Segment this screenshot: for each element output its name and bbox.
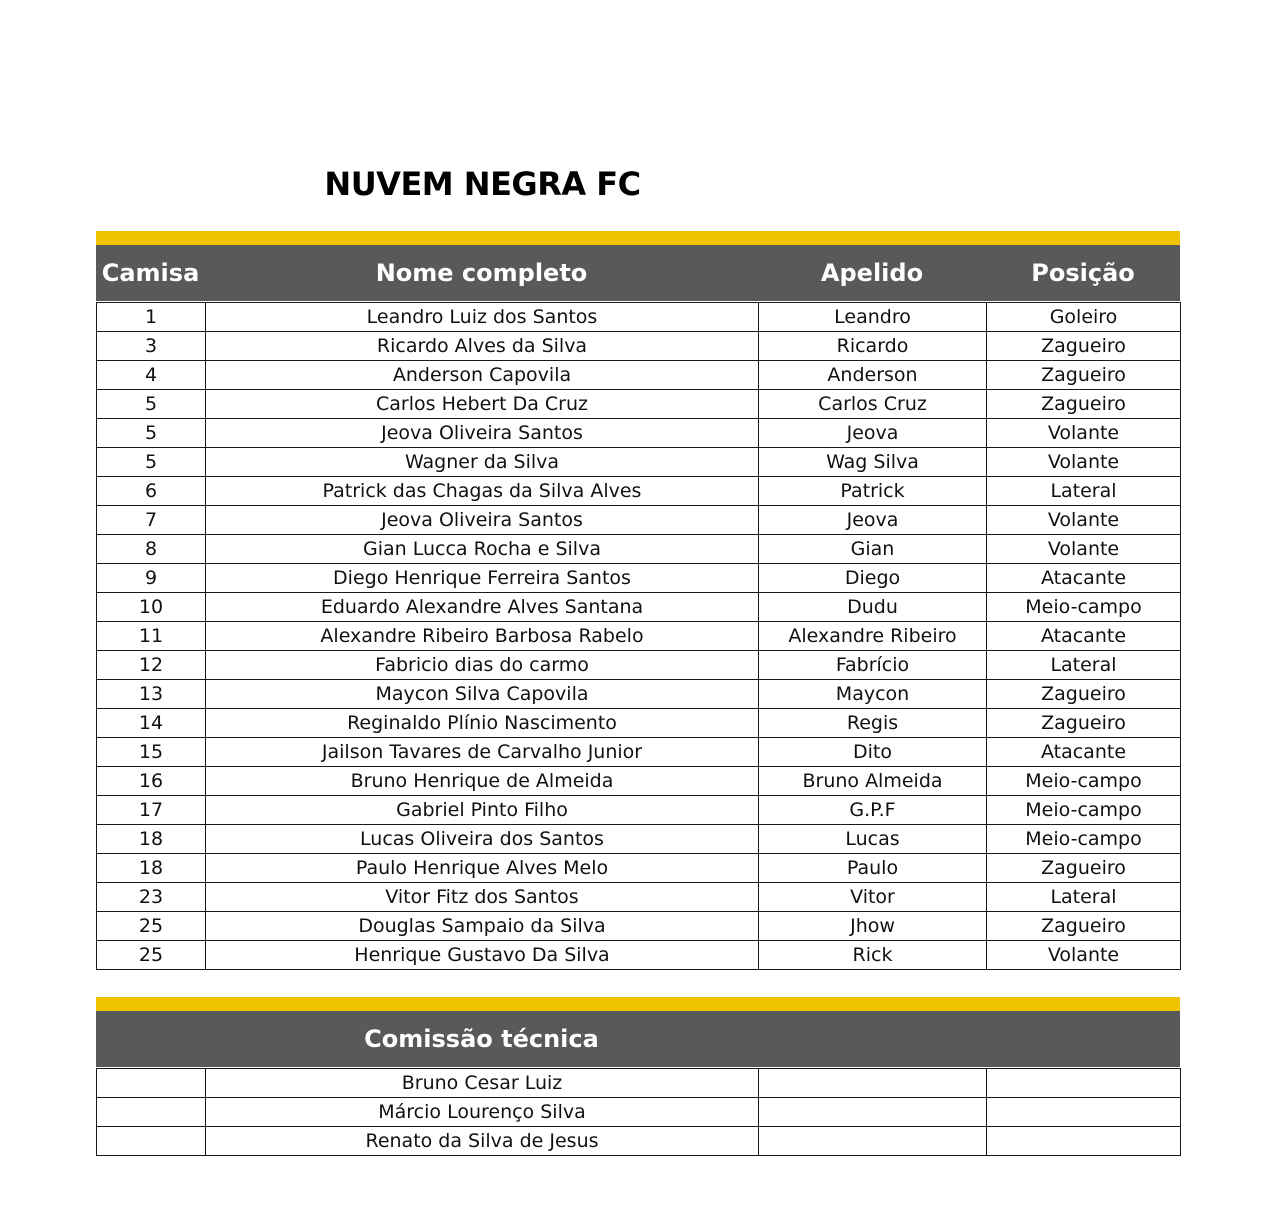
empty-cell	[759, 1127, 987, 1156]
table-row	[97, 303, 1181, 332]
posicao-cell: Meio-campo	[987, 767, 1181, 796]
table-row	[97, 419, 1181, 448]
posicao-cell: Volante	[987, 419, 1181, 448]
staff-accent-bar	[96, 997, 1180, 1011]
staff-row	[97, 1069, 1181, 1098]
table-row	[97, 709, 1181, 738]
posicao-cell: Zagueiro	[987, 912, 1181, 941]
apelido-cell: Ricardo	[759, 332, 987, 361]
camisa-cell: 10	[97, 593, 206, 622]
nome-completo-cell: Gian Lucca Rocha e Silva	[206, 535, 759, 564]
camisa-cell: 8	[97, 535, 206, 564]
empty-cell	[759, 1098, 987, 1127]
camisa-cell: 7	[97, 506, 206, 535]
nome-completo-cell: Diego Henrique Ferreira Santos	[206, 564, 759, 593]
table-row	[97, 796, 1181, 825]
nome-completo-cell: Alexandre Ribeiro Barbosa Rabelo	[206, 622, 759, 651]
posicao-cell: Zagueiro	[987, 680, 1181, 709]
staff-heading: Comissão técnica	[364, 1025, 599, 1053]
empty-cell	[97, 1127, 206, 1156]
empty-cell	[987, 1098, 1181, 1127]
table-row	[97, 564, 1181, 593]
column-header-apelido: Apelido	[820, 259, 924, 287]
posicao-cell: Atacante	[987, 738, 1181, 767]
camisa-cell: 3	[97, 332, 206, 361]
apelido-cell: Anderson	[759, 361, 987, 390]
posicao-cell: Zagueiro	[987, 709, 1181, 738]
posicao-cell: Meio-campo	[987, 825, 1181, 854]
nome-completo-cell: Maycon Silva Capovila	[206, 680, 759, 709]
page-title: NUVEM NEGRA FC	[324, 165, 641, 203]
apelido-cell: Jeova	[759, 506, 987, 535]
posicao-cell: Volante	[987, 535, 1181, 564]
apelido-cell: Carlos Cruz	[759, 390, 987, 419]
nome-completo-cell: Jeova Oliveira Santos	[206, 506, 759, 535]
staff-header	[96, 1011, 1180, 1067]
camisa-cell: 23	[97, 883, 206, 912]
apelido-cell: Wag Silva	[759, 448, 987, 477]
apelido-cell: Leandro	[759, 303, 987, 332]
table-row	[97, 941, 1181, 970]
nome-completo-cell: Leandro Luiz dos Santos	[206, 303, 759, 332]
nome-completo-cell: Jeova Oliveira Santos	[206, 419, 759, 448]
camisa-cell: 14	[97, 709, 206, 738]
posicao-cell: Volante	[987, 506, 1181, 535]
apelido-cell: Bruno Almeida	[759, 767, 987, 796]
table-row	[97, 738, 1181, 767]
nome-completo-cell: Wagner da Silva	[206, 448, 759, 477]
nome-completo-cell: Douglas Sampaio da Silva	[206, 912, 759, 941]
roster-table	[96, 302, 1181, 970]
empty-cell	[759, 1069, 987, 1098]
column-header-nome-completo: Nome completo	[375, 259, 588, 287]
staff-row	[97, 1098, 1181, 1127]
nome-completo-cell: Vitor Fitz dos Santos	[206, 883, 759, 912]
posicao-cell: Volante	[987, 941, 1181, 970]
staff-table	[96, 1068, 1181, 1156]
staff-row	[97, 1127, 1181, 1156]
apelido-cell: Dudu	[759, 593, 987, 622]
table-row	[97, 912, 1181, 941]
apelido-cell: Patrick	[759, 477, 987, 506]
nome-completo-cell: Eduardo Alexandre Alves Santana	[206, 593, 759, 622]
camisa-cell: 11	[97, 622, 206, 651]
posicao-cell: Zagueiro	[987, 390, 1181, 419]
staff-member-name: Márcio Lourenço Silva	[206, 1098, 759, 1127]
camisa-cell: 4	[97, 361, 206, 390]
camisa-cell: 17	[97, 796, 206, 825]
apelido-cell: Fabrício	[759, 651, 987, 680]
posicao-cell: Lateral	[987, 883, 1181, 912]
table-row	[97, 593, 1181, 622]
camisa-cell: 9	[97, 564, 206, 593]
camisa-cell: 18	[97, 854, 206, 883]
camisa-cell: 25	[97, 941, 206, 970]
table-row	[97, 390, 1181, 419]
camisa-cell: 13	[97, 680, 206, 709]
apelido-cell: Lucas	[759, 825, 987, 854]
empty-cell	[987, 1127, 1181, 1156]
apelido-cell: Jeova	[759, 419, 987, 448]
table-row	[97, 854, 1181, 883]
posicao-cell: Atacante	[987, 564, 1181, 593]
empty-cell	[97, 1069, 206, 1098]
table-row	[97, 535, 1181, 564]
apelido-cell: Diego	[759, 564, 987, 593]
table-row	[97, 680, 1181, 709]
nome-completo-cell: Bruno Henrique de Almeida	[206, 767, 759, 796]
posicao-cell: Lateral	[987, 477, 1181, 506]
posicao-cell: Atacante	[987, 622, 1181, 651]
posicao-cell: Meio-campo	[987, 593, 1181, 622]
apelido-cell: G.P.F	[759, 796, 987, 825]
table-row	[97, 651, 1181, 680]
table-row	[97, 448, 1181, 477]
table-row	[97, 477, 1181, 506]
camisa-cell: 1	[97, 303, 206, 332]
nome-completo-cell: Ricardo Alves da Silva	[206, 332, 759, 361]
column-header-posicao: Posição	[1031, 259, 1135, 287]
camisa-cell: 5	[97, 448, 206, 477]
table-row	[97, 622, 1181, 651]
camisa-cell: 5	[97, 390, 206, 419]
nome-completo-cell: Reginaldo Plínio Nascimento	[206, 709, 759, 738]
empty-cell	[987, 1069, 1181, 1098]
table-row	[97, 825, 1181, 854]
camisa-cell: 18	[97, 825, 206, 854]
posicao-cell: Zagueiro	[987, 361, 1181, 390]
posicao-cell: Volante	[987, 448, 1181, 477]
camisa-cell: 5	[97, 419, 206, 448]
nome-completo-cell: Paulo Henrique Alves Melo	[206, 854, 759, 883]
apelido-cell: Regis	[759, 709, 987, 738]
table-row	[97, 883, 1181, 912]
posicao-cell: Zagueiro	[987, 332, 1181, 361]
nome-completo-cell: Lucas Oliveira dos Santos	[206, 825, 759, 854]
posicao-cell: Meio-campo	[987, 796, 1181, 825]
staff-member-name: Renato da Silva de Jesus	[206, 1127, 759, 1156]
column-header-camisa: Camisa	[101, 259, 200, 287]
nome-completo-cell: Henrique Gustavo Da Silva	[206, 941, 759, 970]
nome-completo-cell: Carlos Hebert Da Cruz	[206, 390, 759, 419]
posicao-cell: Zagueiro	[987, 854, 1181, 883]
nome-completo-cell: Anderson Capovila	[206, 361, 759, 390]
camisa-cell: 15	[97, 738, 206, 767]
camisa-cell: 16	[97, 767, 206, 796]
table-row	[97, 361, 1181, 390]
camisa-cell: 12	[97, 651, 206, 680]
apelido-cell: Gian	[759, 535, 987, 564]
apelido-cell: Alexandre Ribeiro	[759, 622, 987, 651]
table-row	[97, 332, 1181, 361]
camisa-cell: 25	[97, 912, 206, 941]
roster-accent-bar	[96, 231, 1180, 245]
nome-completo-cell: Jailson Tavares de Carvalho Junior	[206, 738, 759, 767]
apelido-cell: Vitor	[759, 883, 987, 912]
apelido-cell: Maycon	[759, 680, 987, 709]
apelido-cell: Rick	[759, 941, 987, 970]
nome-completo-cell: Fabricio dias do carmo	[206, 651, 759, 680]
posicao-cell: Lateral	[987, 651, 1181, 680]
nome-completo-cell: Patrick das Chagas da Silva Alves	[206, 477, 759, 506]
roster-header	[96, 245, 1180, 301]
nome-completo-cell: Gabriel Pinto Filho	[206, 796, 759, 825]
apelido-cell: Paulo	[759, 854, 987, 883]
posicao-cell: Goleiro	[987, 303, 1181, 332]
staff-member-name: Bruno Cesar Luiz	[206, 1069, 759, 1098]
table-row	[97, 506, 1181, 535]
empty-cell	[97, 1098, 206, 1127]
apelido-cell: Dito	[759, 738, 987, 767]
camisa-cell: 6	[97, 477, 206, 506]
table-row	[97, 767, 1181, 796]
apelido-cell: Jhow	[759, 912, 987, 941]
